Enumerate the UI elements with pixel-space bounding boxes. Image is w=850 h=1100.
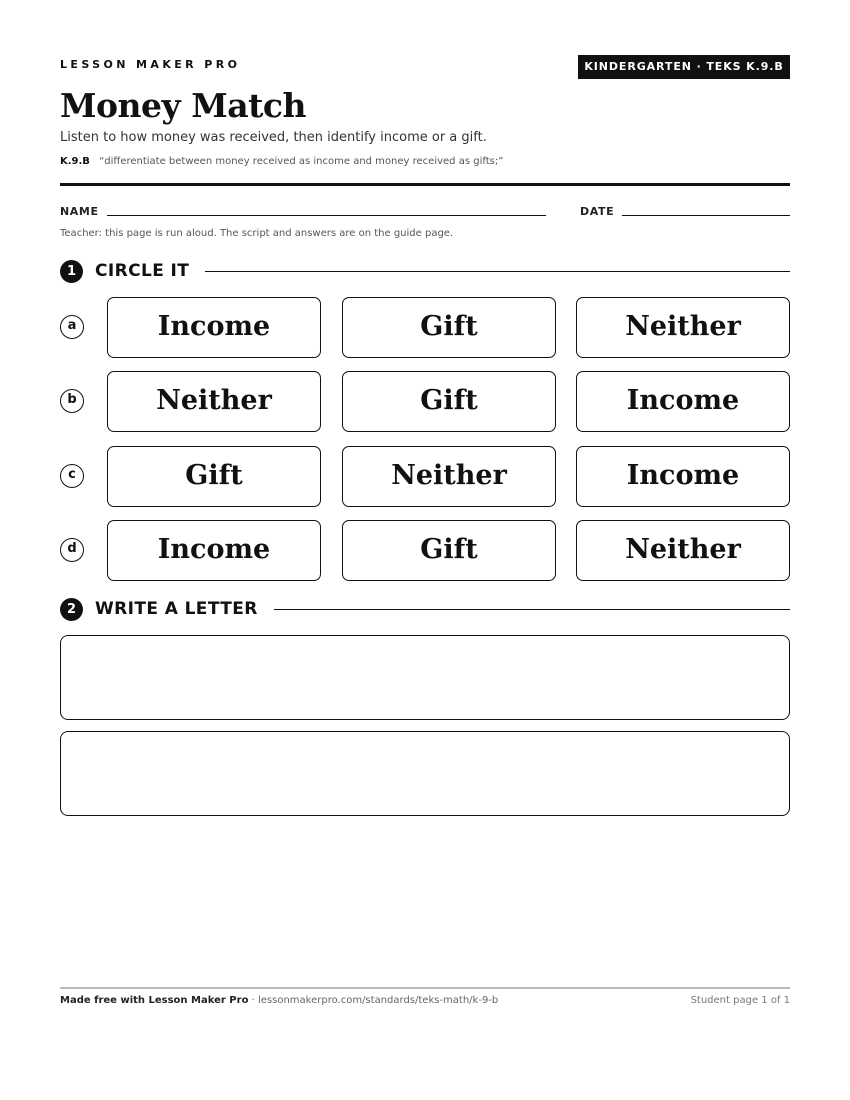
- name-label: NAME: [60, 205, 99, 218]
- choice-row-c: [60, 446, 790, 508]
- letter-write-box[interactable]: [60, 731, 790, 816]
- section-rule: [274, 609, 790, 610]
- choice-row-d: [60, 520, 790, 582]
- footer-made-with: Made free with Lesson Maker Pro: [60, 995, 249, 1006]
- standard-code: K.9.B: [60, 156, 90, 167]
- choice-option[interactable]: Gift: [107, 446, 321, 507]
- choice-option[interactable]: Neither: [576, 520, 790, 581]
- grade-badge: KINDERGARTEN · TEKS K.9.B: [578, 55, 790, 79]
- section-number: 1: [60, 260, 83, 283]
- choice-option[interactable]: Income: [107, 297, 321, 358]
- teacher-note: Teacher: this page is run aloud. The script and answers are on the guide page.: [60, 228, 454, 239]
- footer-page-label: Student page 1 of 1: [690, 995, 790, 1006]
- choice-row-b: [60, 371, 790, 433]
- date-label: DATE: [580, 205, 615, 218]
- section-write-letter-header: [60, 597, 790, 621]
- header-divider: [60, 183, 790, 186]
- choice-option[interactable]: Neither: [107, 371, 321, 432]
- choice-option[interactable]: Gift: [342, 520, 556, 581]
- choice-option[interactable]: Income: [576, 371, 790, 432]
- footer-credit: [60, 995, 498, 1006]
- choice-option[interactable]: Neither: [342, 446, 556, 507]
- section-number: 2: [60, 598, 83, 621]
- choice-option[interactable]: Income: [576, 446, 790, 507]
- date-field[interactable]: [622, 215, 790, 216]
- section-title: CIRCLE IT: [95, 261, 190, 281]
- standard-line: [60, 156, 503, 167]
- row-letter-badge: b: [60, 389, 84, 413]
- page-subtitle: Listen to how money was received, then identify income or a gift.: [60, 130, 487, 145]
- choice-option[interactable]: Income: [107, 520, 321, 581]
- choice-option[interactable]: Gift: [342, 371, 556, 432]
- page-title: Money Match: [60, 86, 306, 125]
- footer-url: · lessonmakerpro.com/standards/teks-math/k-9-b: [248, 995, 499, 1006]
- brand-name: LESSON MAKER PRO: [60, 58, 241, 71]
- standard-text: “differentiate between money received as income and money received as gifts;”: [99, 156, 504, 167]
- choice-option[interactable]: Neither: [576, 297, 790, 358]
- section-title: WRITE A LETTER: [95, 599, 258, 619]
- row-letter-badge: c: [60, 464, 84, 488]
- row-letter-badge: a: [60, 315, 84, 339]
- section-circle-it-header: [60, 259, 790, 283]
- choice-option[interactable]: Gift: [342, 297, 556, 358]
- section-rule: [205, 271, 790, 272]
- name-field[interactable]: [107, 215, 546, 216]
- choice-row-a: [60, 297, 790, 359]
- row-letter-badge: d: [60, 538, 84, 562]
- letter-write-box[interactable]: [60, 635, 790, 720]
- footer-divider: [60, 987, 790, 989]
